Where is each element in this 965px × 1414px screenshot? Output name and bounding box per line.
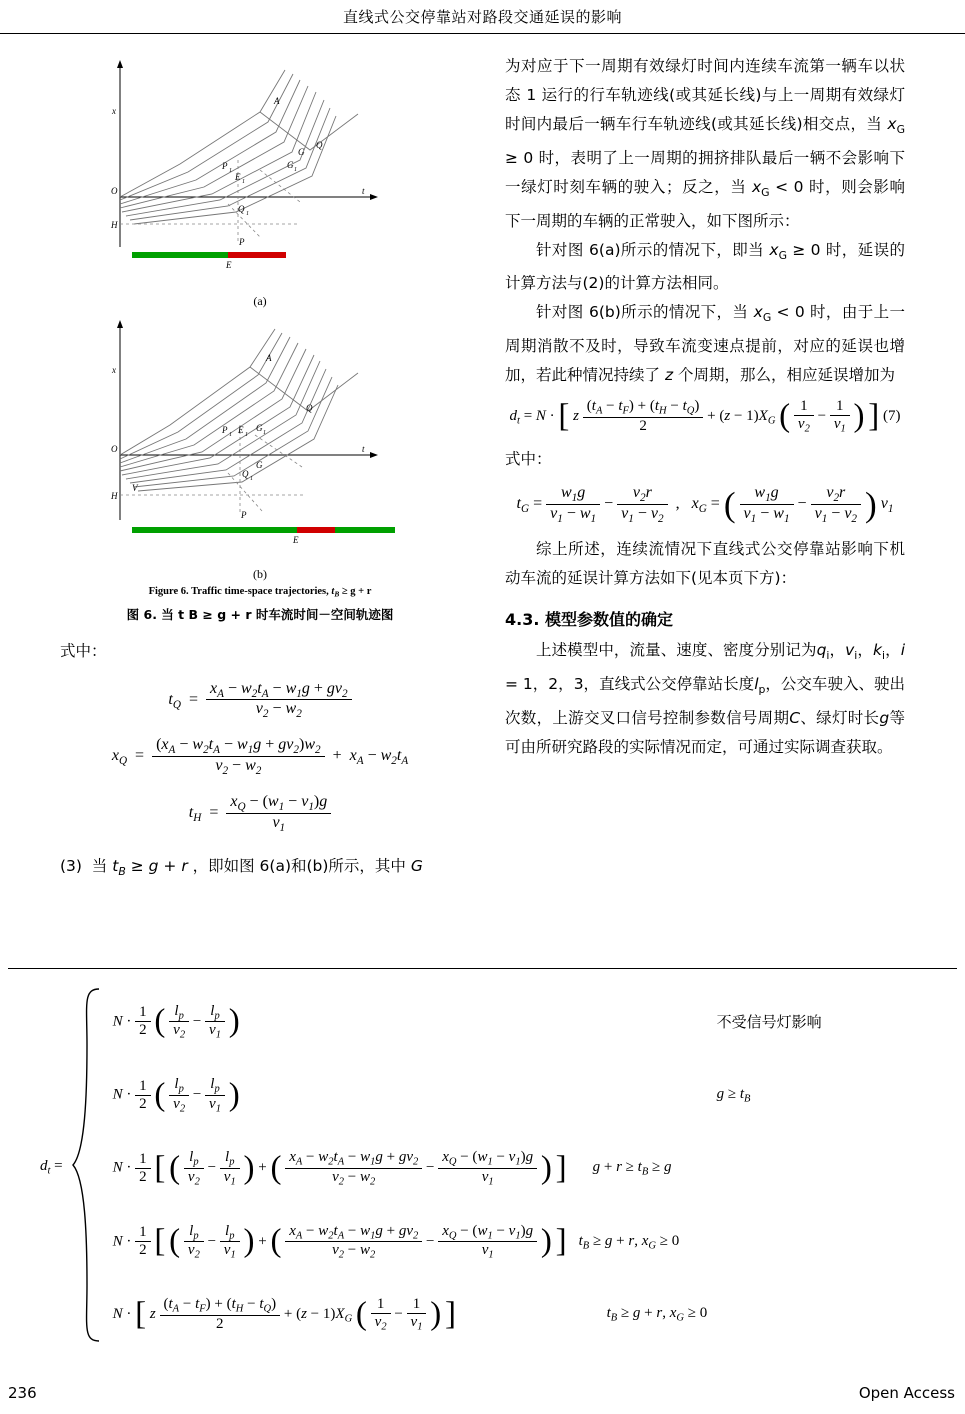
formula-th: $t_H$ = $\frac{x_Q - (w_1 - v_1)g}{v_1}$ [60, 793, 460, 834]
equation-7: $d_t = N$ · [ z $\frac{(t_A - t_F) + (t_H - t_Q)}{2}$ + $(z - 1)X_G$ ( $\frac{1}{v_2}$ − $\frac{1}{v_1}$ ) ] (7) [509, 398, 901, 436]
trajectory-diagram-b [110, 315, 410, 565]
equation-7-number: (7) [882, 408, 901, 425]
svg-text:O: O [111, 186, 118, 196]
big-equation-case-2: N · $\frac{1}{2}$ ( $\frac{l_p}{v_2}$ − $\frac{l_p}{v_1}$ ) [112, 1075, 240, 1115]
svg-text:Q: Q [306, 403, 313, 413]
svg-text:G: G [287, 160, 294, 170]
figure-6a [60, 52, 460, 309]
figure-6b-sublabel: (b) [253, 567, 267, 581]
right-para-2: 针对图 6(a)所示的情况下，即当 $x_G \ge 0$ 时，延误的计算方法与(2)的计算方法相同。 [505, 240, 905, 293]
figure-caption-en-symbol: $t_B$ [331, 586, 340, 599]
right-shizhong: 式中： [505, 450, 552, 469]
right-para-4: 综上所述，连续流情况下直线式公交停靠站影响下机动车流的延误计算方法如下(见本页下方)： [505, 540, 905, 587]
svg-text:x: x [112, 106, 116, 116]
svg-text:t: t [362, 444, 365, 454]
left-shizhong: 式中： [60, 641, 107, 660]
right-column [505, 52, 905, 762]
big-equation-cond-1: 不受信号灯影响 [716, 1013, 822, 1032]
trajectory-diagram-a [110, 52, 410, 292]
svg-text:1: 1 [229, 168, 232, 174]
big-equation-case-5: N · [ z $\frac{(t_A - t_F) + (t_H - t_Q)}{2}$ + $(z - 1)X_G$ ( $\frac{1}{v_2}$ − $\frac{1}{v_1}$ ) ] [112, 1295, 456, 1333]
big-equation-case-1: N · $\frac{1}{2}$ ( $\frac{l_p}{v_2}$ − $\frac{l_p}{v_1}$ ) [112, 1002, 240, 1041]
big-equation-lhs: $d_t$ = [40, 1158, 63, 1177]
svg-text:O: O [111, 444, 118, 454]
figure-caption-en-rel: ≥ g + r [341, 586, 372, 597]
svg-text:Q: Q [238, 204, 245, 214]
figure-caption-cn: 图 6. 当 t B ≥ g + r 时车流时间－空间轨迹图 [126, 606, 394, 622]
formula-tq: $t_Q$ = $\frac{x_A - w_2t_A - w_1g + gv_2}{v_2 - w_2}$ [60, 680, 460, 721]
formula-tg-xg: $t_G$ = $\frac{w_1g}{v_1 - w_1}$ − $\frac{v_2r}{v_1 - v_2}$ , $x_G$ = ( $\frac{w_1g}{v_1 - w_1}$ − $\frac{v_2r}{v_1 - v_2}$ ) $v_1$ [516, 484, 894, 525]
right-para-3: 针对图 6(b)所示的情况下，当 $x_G < 0$ 时，由于上一周期消散不及时，导致车流变速点提前，对应的延误也增加，若此种情况持续了 z 个周期，那么，相应延误增加为 [505, 303, 905, 385]
header-rule [0, 33, 965, 34]
figure-caption-en-text: Figure 6. Traffic time-space trajectories, [148, 586, 329, 597]
svg-text:Q: Q [316, 140, 323, 150]
svg-text:H: H [111, 220, 118, 230]
right-para-1: 为对应于下一周期有效绿灯时间内连续车流第一辆车以状态 1 运行的行车轨迹线(或其延长线)与上一周期有效绿灯时间内最后一辆车行车轨迹线(或其延长线)相交点，当 $x_G \ge 0$ 时，表明了上一周期的拥挤排队最后一辆不会影响下一绿灯时刻车辆的驶入；反之，当 $x_G < 0$ 时，则会影响下一周期的车辆的正常驶入，如下图所示： [505, 57, 905, 230]
svg-text:G: G [256, 423, 263, 433]
svg-text:1: 1 [242, 179, 245, 185]
svg-text:A: A [266, 353, 272, 363]
svg-text:E: E [226, 260, 232, 270]
big-equation-cond-4: $t_B \ge g + r$, $x_G \ge 0$ [578, 1232, 680, 1252]
svg-text:x: x [112, 365, 116, 375]
brace-icon [69, 985, 105, 1345]
figure-6a-sublabel: (a) [253, 294, 267, 308]
svg-text:H: H [111, 491, 118, 501]
big-equation [40, 985, 930, 1350]
svg-text:P: P [239, 237, 245, 247]
big-equation-cond-3: $g + r \ge t_B \ge g$ [592, 1159, 672, 1178]
svg-text:E: E [235, 172, 241, 182]
svg-text:Q: Q [242, 469, 249, 479]
section-heading-4-3: 4.3. 模型参数值的确定 [505, 610, 673, 629]
svg-text:1: 1 [246, 211, 249, 217]
svg-text:1: 1 [294, 167, 297, 173]
big-equation-case-4: N · $\frac{1}{2}$ [ ( $\frac{l_p}{v_2}$ − $\frac{l_p}{v_1}$ ) + ( $\frac{x_A - w_2t_A - w_1g + gv_2}{v_2 - w_2}$ − $\frac{x_Q - (w_1 - v_1)g}{v_1}$ ) ] [112, 1222, 567, 1262]
open-access-label: Open Access [858, 1384, 955, 1402]
left-item-3: (3) 当 $t_B \ge g + r$ ，即如图 6(a)和(b)所示，其中 G [60, 857, 423, 878]
svg-text:G: G [298, 147, 305, 157]
running-head: 直线式公交停靠站对路段交通延误的影响 [342, 10, 622, 26]
svg-text:1: 1 [250, 476, 253, 482]
svg-text:V: V [132, 483, 138, 493]
figure-6b [60, 315, 460, 582]
svg-text:1: 1 [263, 430, 266, 436]
page-number: 236 [8, 1384, 37, 1402]
formula-xq: $x_Q$ = $\frac{(x_A - w_2t_A - w_1g + gv_2)w_2}{v_2 - w_2}$ + $x_A - w_2t_A$ [111, 736, 409, 778]
svg-text:P: P [241, 510, 247, 520]
svg-text:A: A [274, 96, 280, 106]
svg-text:E: E [293, 535, 299, 545]
figure-caption-en [60, 586, 460, 599]
right-para-5: 上述模型中，流量、速度、密度分别记为$q_i$，$v_i$，$k_i$，i = 1，2，3，直线式公交停靠站长度$l_p$，公交车驶入、驶出次数，上游交叉口信号控制参数信号周期C、绿灯时长g等可由所研究路段的实际情况而定，可通过实际调查获取。 [505, 641, 905, 756]
big-equation-cond-2: $g \ge t_B$ [716, 1085, 751, 1105]
left-column [60, 52, 460, 886]
svg-text:t: t [362, 186, 365, 196]
svg-text:P: P [222, 425, 228, 435]
svg-text:1: 1 [245, 432, 248, 438]
big-equation-case-3: N · $\frac{1}{2}$ [ ( $\frac{l_p}{v_2}$ − $\frac{l_p}{v_1}$ ) + ( $\frac{x_A - w_2t_A - w_1g + gv_2}{v_2 - w_2}$ − $\frac{x_Q - (w_1 - v_1)g}{v_1}$ ) ] [112, 1149, 567, 1188]
big-equation-cond-5: $t_B \ge g + r$, $x_G \ge 0$ [606, 1304, 708, 1324]
svg-text:1: 1 [229, 432, 232, 438]
svg-text:G: G [256, 460, 263, 470]
svg-text:P: P [222, 161, 228, 171]
bottom-rule [8, 968, 957, 969]
svg-text:E: E [238, 425, 244, 435]
